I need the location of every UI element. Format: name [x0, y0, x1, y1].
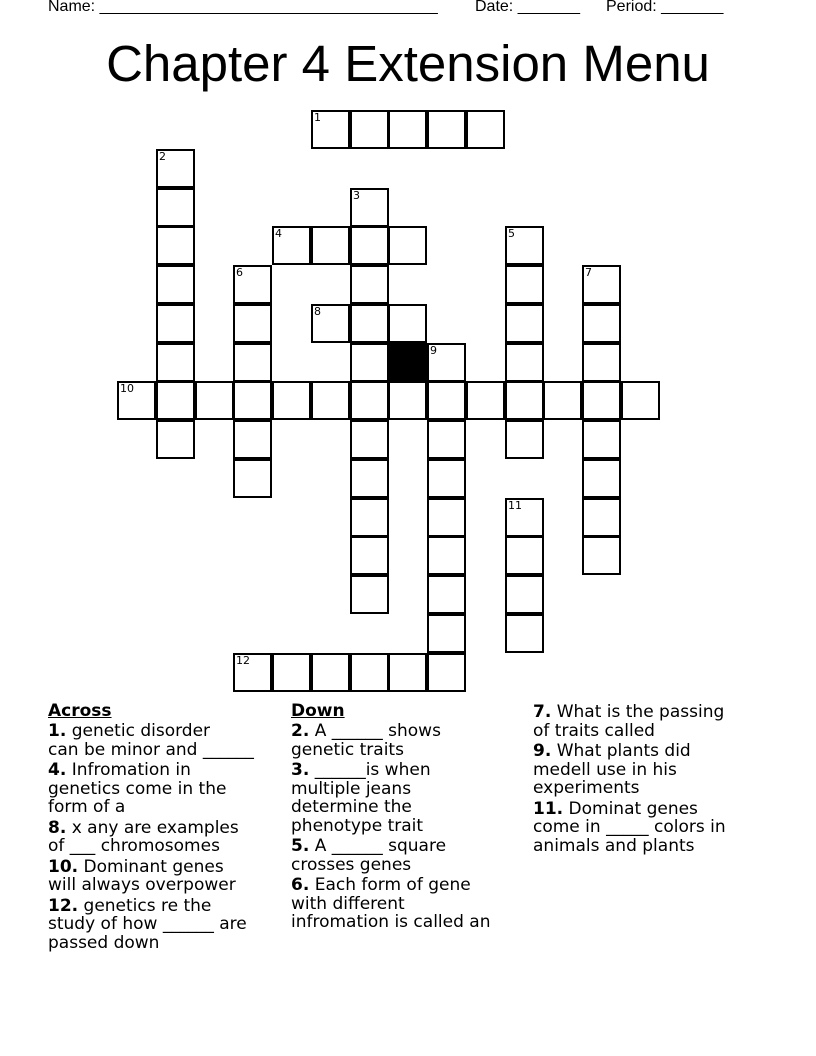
crossword-cell[interactable] [311, 110, 350, 149]
crossword-cell[interactable] [388, 226, 427, 265]
crossword-cell[interactable] [582, 420, 621, 459]
across-heading: Across [48, 701, 112, 721]
clue-number-label: 4. [48, 760, 67, 780]
crossword-cell[interactable] [233, 265, 272, 304]
crossword-cell[interactable] [350, 343, 389, 382]
crossword-cell[interactable] [350, 498, 389, 537]
crossword-cell[interactable] [427, 110, 466, 149]
clue-number: 1 [314, 111, 321, 124]
crossword-cell[interactable] [311, 304, 350, 343]
crossword-cell[interactable] [156, 265, 195, 304]
crossword-cell[interactable] [272, 226, 311, 265]
crossword-cell[interactable] [505, 498, 544, 537]
crossword-cell[interactable] [311, 381, 350, 420]
clue-item [291, 837, 531, 874]
across-clue-list [48, 722, 288, 952]
down-clue-list-continued [533, 703, 783, 855]
clue-number: 3 [353, 189, 360, 202]
clue-number: 12 [236, 654, 250, 667]
down-clues-continued [533, 703, 783, 857]
clue-number-label: 3. [291, 760, 310, 780]
crossword-cell[interactable] [233, 343, 272, 382]
clue-number: 2 [159, 150, 166, 163]
crossword-cell[interactable] [505, 420, 544, 459]
clue-number-label: 10. [48, 856, 79, 877]
crossword-cell[interactable] [350, 188, 389, 227]
clue-number-label: 8. [48, 817, 67, 838]
crossword-cell[interactable] [466, 110, 505, 149]
crossword-cell[interactable] [233, 420, 272, 459]
crossword-cell[interactable] [195, 381, 234, 420]
crossword-cell[interactable] [505, 265, 544, 304]
clue-number-label: 2. [291, 721, 310, 741]
crossword-cell[interactable] [156, 381, 195, 420]
black-square [388, 343, 427, 382]
clue-text: Dominant genes will always overpower [48, 856, 236, 895]
clue-item [533, 800, 783, 856]
crossword-cell[interactable] [350, 110, 389, 149]
crossword-cell[interactable] [427, 536, 466, 575]
crossword-cell[interactable] [582, 265, 621, 304]
clue-number-label: 12. [48, 895, 79, 916]
crossword-cell[interactable] [156, 226, 195, 265]
down-heading: Down [291, 701, 345, 721]
crossword-cell[interactable] [582, 304, 621, 343]
crossword-cell[interactable] [505, 304, 544, 343]
clue-text: Each form of gene with different infromation is called an [291, 875, 491, 932]
crossword-cell[interactable] [350, 226, 389, 265]
crossword-cell[interactable] [427, 343, 466, 382]
crossword-cell[interactable] [543, 381, 582, 420]
crossword-cell[interactable] [272, 381, 311, 420]
crossword-cell[interactable] [350, 459, 389, 498]
crossword-cell[interactable] [427, 420, 466, 459]
clue-text: x any are examples of ___ chromosomes [48, 817, 239, 856]
crossword-cell[interactable] [505, 343, 544, 382]
clue-item [533, 742, 783, 798]
clue-number: 5 [508, 227, 515, 240]
clue-item [291, 761, 531, 835]
crossword-cell[interactable] [117, 381, 156, 420]
crossword-cell[interactable] [582, 343, 621, 382]
clue-item [48, 819, 288, 856]
crossword-cell[interactable] [621, 381, 660, 420]
period-field[interactable]: Period: _______ [606, 0, 724, 15]
crossword-cell[interactable] [350, 653, 389, 692]
crossword-cell[interactable] [311, 653, 350, 692]
clue-text: Dominat genes come in _____ colors in animals and plants [533, 798, 726, 856]
crossword-cell[interactable] [156, 188, 195, 227]
clue-text: Infromation in genetics come in the form of a [48, 760, 227, 817]
crossword-cell[interactable] [156, 420, 195, 459]
down-clue-list [291, 722, 531, 932]
crossword-cell[interactable] [582, 459, 621, 498]
clue-text: What is the passing of traits called [533, 702, 725, 741]
clue-number-label: 6. [291, 875, 310, 895]
crossword-cell[interactable] [350, 575, 389, 614]
crossword-cell[interactable] [505, 226, 544, 265]
clue-number: 11 [508, 499, 522, 512]
crossword-cell[interactable] [272, 653, 311, 692]
crossword-cell[interactable] [233, 304, 272, 343]
crossword-cell[interactable] [388, 110, 427, 149]
crossword-cell[interactable] [505, 381, 544, 420]
clue-number: 10 [120, 382, 134, 395]
clue-number-label: 9. [533, 741, 552, 761]
crossword-cell[interactable] [582, 381, 621, 420]
page-title: Chapter 4 Extension Menu [106, 35, 710, 92]
crossword-cell[interactable] [233, 381, 272, 420]
crossword-cell[interactable] [156, 149, 195, 188]
name-field[interactable]: Name: ______________________________________ [48, 0, 438, 15]
clue-number: 9 [430, 344, 437, 357]
crossword-cell[interactable] [156, 304, 195, 343]
crossword-cell[interactable] [427, 381, 466, 420]
date-field[interactable]: Date: _______ [475, 0, 580, 15]
crossword-cell[interactable] [427, 653, 466, 692]
clue-item [48, 722, 288, 759]
crossword-cell[interactable] [388, 304, 427, 343]
clue-number-label: 11. [533, 798, 564, 819]
crossword-cell[interactable] [505, 575, 544, 614]
crossword-cell[interactable] [350, 265, 389, 304]
across-clues [48, 701, 288, 954]
crossword-cell[interactable] [350, 304, 389, 343]
crossword-cell[interactable] [582, 498, 621, 537]
crossword-cell[interactable] [427, 498, 466, 537]
crossword-cell[interactable] [156, 343, 195, 382]
crossword-cell[interactable] [582, 536, 621, 575]
crossword-cell[interactable] [350, 536, 389, 575]
crossword-cell[interactable] [427, 459, 466, 498]
crossword-cell[interactable] [350, 420, 389, 459]
crossword-cell[interactable] [427, 575, 466, 614]
crossword-cell[interactable] [233, 459, 272, 498]
clue-number: 6 [236, 266, 243, 279]
crossword-cell[interactable] [233, 653, 272, 692]
clue-text: What plants did medell use in his experiments [533, 741, 691, 798]
crossword-cell[interactable] [311, 226, 350, 265]
clue-text: A ______ square crosses genes [291, 836, 447, 875]
clue-text: A ______ shows genetic traits [291, 721, 441, 760]
crossword-cell[interactable] [505, 536, 544, 575]
clue-number-label: 5. [291, 836, 310, 856]
crossword-cell[interactable] [388, 381, 427, 420]
clue-text: genetics re the study of how ______ are passed down [48, 895, 247, 953]
clue-item [48, 761, 288, 817]
clue-number-label: 7. [533, 702, 552, 722]
down-clues [291, 701, 531, 934]
crossword-cell[interactable] [505, 614, 544, 653]
crossword-cell[interactable] [427, 614, 466, 653]
clue-number: 8 [314, 305, 321, 318]
clue-item [291, 722, 531, 759]
clue-item [48, 858, 288, 895]
clue-number-label: 1. [48, 721, 67, 741]
clue-item [48, 897, 288, 953]
crossword-cell[interactable] [466, 381, 505, 420]
clue-item [291, 876, 531, 932]
clue-number: 7 [585, 266, 592, 279]
clue-number: 4 [275, 227, 282, 240]
crossword-cell[interactable] [388, 653, 427, 692]
clue-text: ______is when multiple jeans determine the phenotype trait [291, 760, 431, 836]
clue-text: genetic disorder can be minor and ______ [48, 721, 254, 760]
crossword-cell[interactable] [350, 381, 389, 420]
clue-item [533, 703, 783, 740]
